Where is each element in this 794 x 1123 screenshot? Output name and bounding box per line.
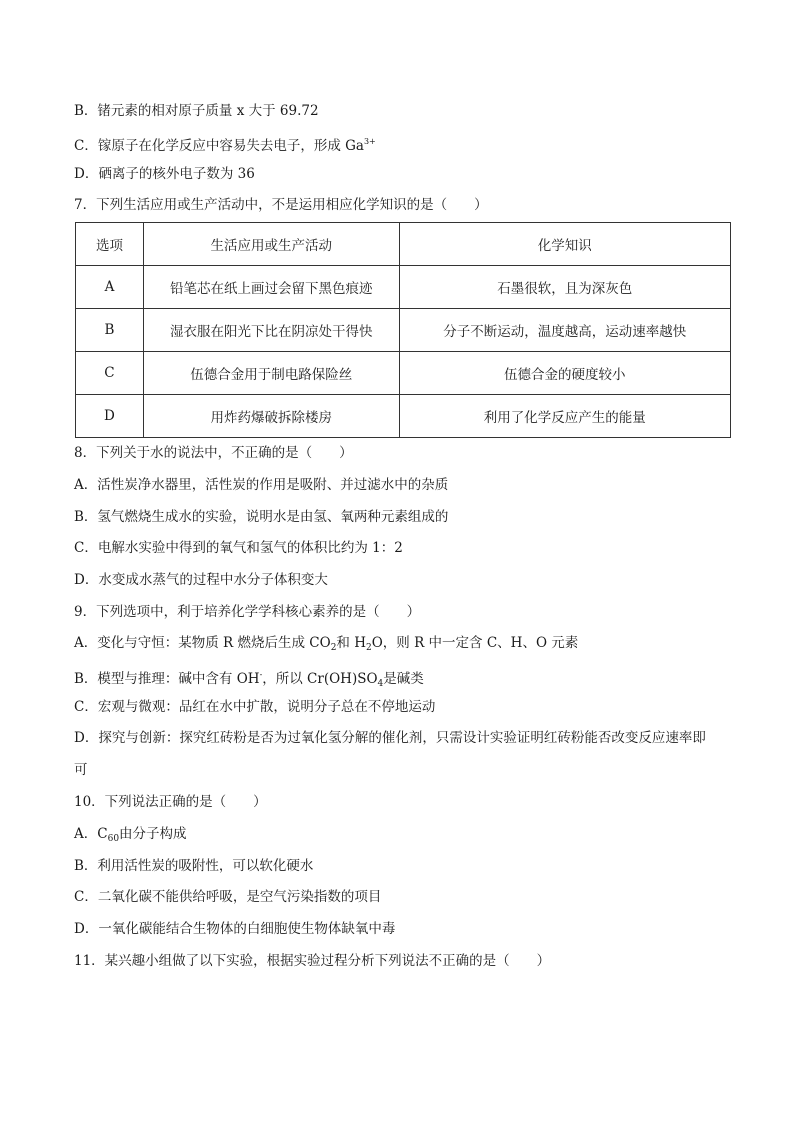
table-cell: 分子不断运动，温度越高，运动速率越快 bbox=[399, 309, 731, 352]
q9-a-subscript: 2 bbox=[330, 643, 337, 653]
q8-option-d: D．水变成水蒸气的过程中水分子体积变大 bbox=[74, 572, 328, 588]
q10-stem: 10．下列说法正确的是（ ） bbox=[74, 794, 267, 810]
q6-option-b: B．锗元素的相对原子质量 x 大于 69.72 bbox=[74, 103, 319, 119]
table-row bbox=[76, 352, 731, 395]
q9-b-part: B．模型与推理：碱中含有 OH bbox=[74, 671, 260, 687]
table-cell: 铅笔芯在纸上画过会留下黑色痕迹 bbox=[143, 266, 399, 309]
table-cell: 石墨很软，且为深灰色 bbox=[399, 266, 731, 309]
q9-option-c: C．宏观与微观：品红在水中扩散，说明分子总在不停地运动 bbox=[74, 699, 436, 715]
q9-b-superscript: - bbox=[259, 670, 263, 679]
q9-option-b bbox=[74, 666, 424, 693]
q9-a-subscript: 2 bbox=[366, 643, 372, 653]
q9-option-d-continued: 可 bbox=[74, 762, 88, 778]
q9-b-subscript: 4 bbox=[377, 679, 384, 689]
table-cell: C bbox=[76, 352, 144, 395]
q9-b-part: 是碱类 bbox=[383, 671, 424, 687]
q6-option-c bbox=[74, 133, 376, 155]
q10-a-subscript: 60 bbox=[107, 834, 120, 844]
q10-a-part: 由分子构成 bbox=[119, 826, 187, 842]
q8-option-c: C．电解水实验中得到的氧气和氢气的体积比约为 1：2 bbox=[74, 540, 403, 556]
table-header-row bbox=[76, 223, 731, 266]
q8-stem: 8．下列关于水的说法中，不正确的是（ ） bbox=[74, 445, 353, 461]
table-cell: 伍德合金用于制电路保险丝 bbox=[143, 352, 399, 395]
table-cell: 利用了化学反应产生的能量 bbox=[399, 395, 731, 438]
table-cell: 用炸药爆破拆除楼房 bbox=[143, 395, 399, 438]
q11-stem: 11．某兴趣小组做了以下实验，根据实验过程分析下列说法不正确的是（ ） bbox=[74, 953, 551, 969]
q7-stem: 7．下列生活应用或生产活动中，不是运用相应化学知识的是（ ） bbox=[74, 197, 488, 213]
q6-option-c-text: C．镓原子在化学反应中容易失去电子，形成 Ga bbox=[74, 138, 364, 154]
table-cell: 湿衣服在阳光下比在阴凉处干得快 bbox=[143, 309, 399, 352]
q9-option-a bbox=[74, 634, 578, 657]
q9-b-part: ，所以 Cr(OH)SO bbox=[262, 671, 378, 687]
table-row bbox=[76, 309, 731, 352]
q10-option-a bbox=[74, 825, 187, 848]
q7-knowledge-table bbox=[75, 222, 731, 438]
table-cell: B bbox=[76, 309, 144, 352]
q9-a-part: A．变化与守恒：某物质 R 燃烧后生成 CO bbox=[74, 635, 331, 651]
q6-option-c-charge: 3+ bbox=[363, 137, 376, 146]
q10-a-part: A．C bbox=[74, 826, 108, 842]
table-header-cell: 化学知识 bbox=[399, 223, 731, 266]
table-row bbox=[76, 395, 731, 438]
q10-option-d: D．一氧化碳能结合生物体的白细胞使生物体缺氧中毒 bbox=[74, 921, 396, 937]
q8-option-b: B．氢气燃烧生成水的实验，说明水是由氢、氧两种元素组成的 bbox=[74, 509, 449, 525]
table-header-cell: 选项 bbox=[76, 223, 144, 266]
q9-a-part: 和 H bbox=[336, 635, 366, 651]
q6-option-d: D．硒离子的核外电子数为 36 bbox=[74, 166, 255, 182]
q9-option-d: D．探究与创新：探究红砖粉是否为过氧化氢分解的催化剂，只需设计实验证明红砖粉能否改变反应速率即 bbox=[74, 730, 706, 746]
table-cell: D bbox=[76, 395, 144, 438]
q10-option-b: B．利用活性炭的吸附性，可以软化硬水 bbox=[74, 858, 314, 874]
table-cell: A bbox=[76, 266, 144, 309]
q10-option-c: C．二氧化碳不能供给呼吸，是空气污染指数的项目 bbox=[74, 889, 382, 905]
q9-a-part: O，则 R 中一定含 C、H、O 元素 bbox=[371, 635, 579, 651]
q8-option-a: A．活性炭净水器里，活性炭的作用是吸附、并过滤水中的杂质 bbox=[74, 477, 449, 493]
table-cell: 伍德合金的硬度较小 bbox=[399, 352, 731, 395]
table-header-cell: 生活应用或生产活动 bbox=[143, 223, 399, 266]
q9-stem: 9．下列选项中，利于培养化学学科核心素养的是（ ） bbox=[74, 604, 421, 620]
table-row bbox=[76, 266, 731, 309]
